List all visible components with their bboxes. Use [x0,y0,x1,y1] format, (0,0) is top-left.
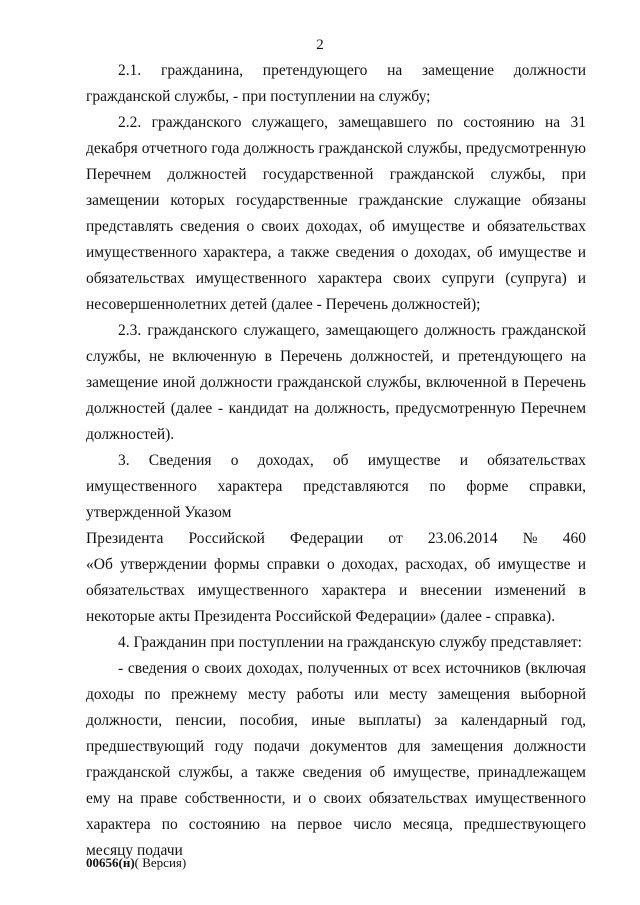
paragraph-3 [86,448,586,630]
paragraph-2-3: 2.3. гражданского служащего, замещающего должность гражданской службы, не включенную в Перечень должностей, и претендующего на замещение иной должности гражданской службы, включенной в Перечень должностей (далее - кандидат на должность, предусмотренную Перечнем должностей). [86,322,586,443]
decree-reference-line [86,526,586,552]
decree-word: Российской [188,530,265,547]
paragraph-2-2: 2.2. гражданского служащего, замещавшего по состоянию на 31 декабря отчетного года должность гражданской службы, предусмотренную Перечнем должностей государственной гражданской службы, при замещении которых государственные гражданские служащие обязаны представлять сведения о своих доходах, об имуществе и обязательствах имущественного характера, а также сведения о доходах, об имуществе и обязательствах имущественного характера своих супруги (супруга) и несовершеннолетних детей (далее - Перечень должностей); [86,114,586,313]
decree-word: Федерации [290,530,364,547]
decree-word: Президента [86,530,164,547]
paragraph-4-item: - сведения о своих доходах, полученных от всех источников (включая доходы по прежнему месту работы или месту замещения выборной должности, пенсии, пособия, иные выплаты) за календарный год, предшествующий году подачи документов для замещения должности гражданской службы, а также сведения об имуществе, принадлежащем ему на праве собственности, и о своих обязательствах имущественного характера по состоянию на первое число месяца, предшествующего месяцу подачи [86,660,586,859]
decree-word: от [388,530,403,547]
paragraph-3-end: «Об утверждении формы справки о доходах, расходах, об имуществе и обязательствах имущественного характера и внесении изменений в некоторые акты Президента Российской Федерации» (далее - справка). [86,556,586,625]
decree-number-sign: № [522,530,538,547]
decree-number: 460 [562,530,586,547]
decree-date: 23.06.2014 [427,530,498,547]
document-footer [86,855,186,871]
paragraph-4: 4. Гражданин при поступлении на гражданскую службу представляет: [118,634,582,651]
paragraph-3-start: 3. Сведения о доходах, об имуществе и обязательствах имущественного характера представляются по форме справки, утвержденной Указом [86,452,586,521]
document-body [86,58,586,864]
paragraph-2-1: 2.1. гражданина, претендующего на замещение должности гражданской службы, - при поступлении на службу; [86,62,586,105]
document-version: ( Версия) [134,855,187,870]
page-number: 2 [316,37,324,53]
document-code: 00656(н) [86,855,135,870]
